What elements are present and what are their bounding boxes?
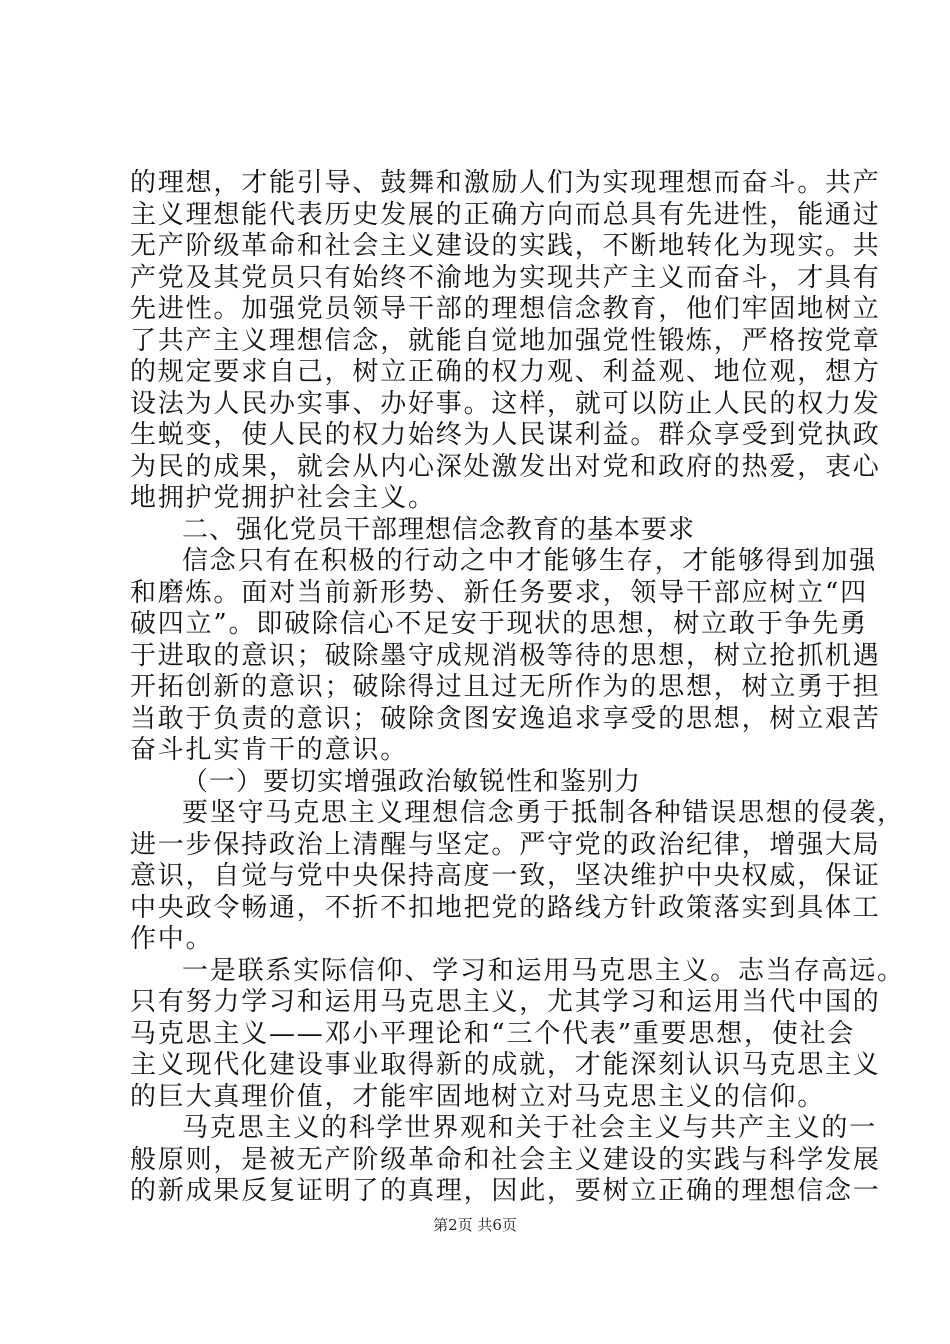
- text-line: 产党及其党员只有始终不渝地为实现共产主义而奋斗，才具有: [130, 262, 881, 293]
- text-line: 为民的成果，就会从内心深处激发出对党和政府的热爱，衷心: [130, 451, 881, 482]
- text-line: 奋斗扎实肯干的意识。: [130, 735, 409, 765]
- text-line: 主义理想能代表历史发展的正确方向而总具有先进性，能通过: [130, 199, 881, 230]
- text-line: 无产阶级革命和社会主义建设的实践，不断地转化为现实。共: [130, 231, 881, 261]
- text-line: 主义现代化建设事业取得新的成就，才能深刻认识马克思主义: [130, 1050, 881, 1080]
- text-line: 的巨大真理价值，才能牢固地树立对马克思主义的信仰。: [130, 1081, 826, 1112]
- text-line: 开拓创新的意识；破除得过且过无所作为的思想，树立勇于担: [130, 672, 881, 702]
- text-line: 的规定要求自己，树立正确的权力观、利益观、地位观，想方: [130, 357, 881, 387]
- text-line: 的新成果反复证明了的真理，因此，要树立正确的理想信念一: [130, 1176, 881, 1206]
- paragraph-first-line: 马克思主义的科学世界观和关于社会主义与共产主义的一: [182, 1113, 878, 1143]
- paragraph-first-line: 信念只有在积极的行动之中才能够生存，才能够得到加强: [182, 546, 878, 576]
- text-line: 只有努力学习和运用马克思主义，尤其学习和运用当代中国的: [130, 987, 881, 1017]
- text-line: 设法为人民办实事、办好事。这样，就可以防止人民的权力发: [130, 388, 881, 419]
- text-line: 于进取的意识；破除墨守成规消极等待的思想，树立抢抓机遇: [130, 640, 881, 671]
- text-line: 先进性。加强党员领导干部的理想信念教育，他们牢固地树立: [130, 294, 881, 324]
- subsection-heading: （一）要切实增强政治敏锐性和鉴别力: [182, 766, 642, 797]
- text-line: 破四立”。即破除信心不足安于现状的思想，树立敢于争先勇: [130, 609, 868, 639]
- document-body: [130, 168, 905, 1208]
- text-line: 进一步保持政治上清醒与坚定。严守党的政治纪律，增强大局: [130, 829, 881, 860]
- text-line: 当敢于负责的意识；破除贪图安逸追求享受的思想，树立艰苦: [130, 703, 881, 734]
- text-line: 意识，自觉与党中央保持高度一致，坚决维护中央权威，保证: [130, 861, 881, 891]
- text-line: 作中。: [130, 924, 214, 954]
- paragraph-first-line: 要坚守马克思主义理想信念勇于抵制各种错误思想的侵袭，: [182, 798, 905, 828]
- page-number-label: 第2页 共6页: [433, 1216, 517, 1234]
- text-line: 马克思主义——邓小平理论和“三个代表”重要思想，使社会: [130, 1018, 856, 1049]
- text-line: 了共产主义理想信念，就能自觉地加强党性锻炼，严格按党章: [130, 325, 881, 356]
- text-line: 中央政令畅通，不折不扣地把党的路线方针政策落实到具体工: [130, 892, 881, 923]
- text-line: 生蜕变，使人民的权力始终为人民谋利益。群众享受到党执政: [130, 420, 881, 450]
- text-line: 和磨炼。面对当前新形势、新任务要求，领导干部应树立“四: [130, 577, 868, 608]
- text-line: 般原则，是被无产阶级革命和社会主义建设的实践与科学发展: [130, 1144, 881, 1175]
- page-footer: [0, 1214, 950, 1235]
- paragraph-first-line: 一是联系实际信仰、学习和运用马克思主义。志当存高远。: [182, 955, 905, 986]
- section-heading: 二、强化党员干部理想信念教育的基本要求: [182, 514, 696, 545]
- text-line: 地拥护党拥护社会主义。: [130, 483, 436, 513]
- text-line: 的理想，才能引导、鼓舞和激励人们为实现理想而奋斗。共产: [130, 168, 881, 198]
